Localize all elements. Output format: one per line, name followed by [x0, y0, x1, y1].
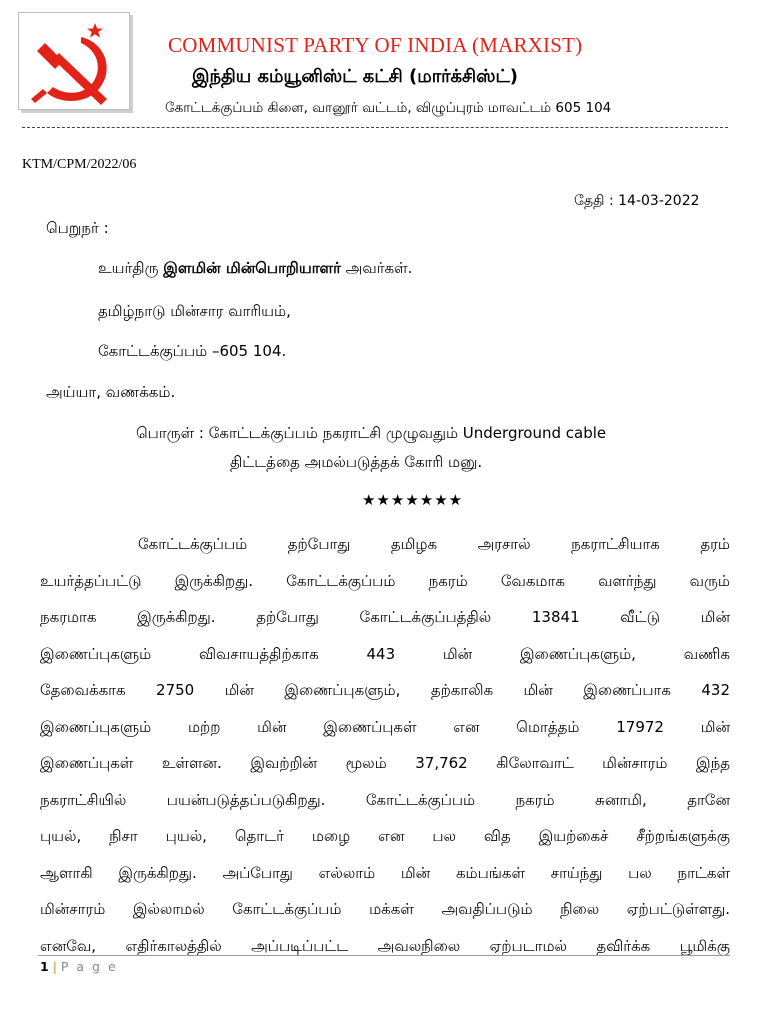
recipient-label: பெறுநர் : — [46, 219, 109, 237]
letterhead-divider — [22, 127, 728, 128]
star-icon — [87, 23, 103, 38]
page-number: 1 — [40, 959, 49, 974]
recipient-organization: தமிழ்நாடு மின்சார வாரியம், — [98, 302, 291, 320]
body-line: எனவே, எதிர்காலத்தில் அப்படிப்பட்ட அவலநிலை ஏற்படாமல் தவிர்க்க பூமிக்கு — [40, 936, 730, 955]
reference-number: KTM/CPM/2022/06 — [22, 157, 137, 172]
body-line: இணைப்புகள் உள்ளன. இவற்றின் மூலம் 37,762 கிலோவாட் மின்சாரம் இந்த — [40, 754, 730, 772]
letter-date: தேதி : 14-03-2022 — [574, 193, 700, 209]
page-label: P a g e — [60, 959, 118, 974]
body-line: உயர்த்தப்பட்டு இருக்கிறது. கோட்டக்குப்பம் நகரம் வேகமாக வளர்ந்து வரும் — [40, 571, 730, 590]
hammer-sickle-icon — [19, 13, 129, 109]
body-line: ஆளாகி இருக்கிறது. அப்போது எல்லாம் மின் கம்பங்கள் சாய்ந்து பல நாட்கள் — [40, 863, 730, 882]
body-line: நகராட்சியில் பயன்படுத்தப்படுகிறது. கோட்டக்குப்பம் நகரம் சுனாமி, தானே — [40, 790, 730, 809]
party-name-english: COMMUNIST PARTY OF INDIA (MARXIST) — [168, 33, 583, 57]
body-line: இணைப்புகளும் மற்ற மின் இணைப்புகள் என மொத்தம் 17972 மின் — [40, 717, 730, 736]
salutation: அய்யா, வணக்கம். — [46, 383, 176, 401]
letterhead-address: கோட்டக்குப்பம் கிளை, வானூர் வட்டம், விழுப்புரம் மாவட்டம் 605 104 — [165, 100, 612, 116]
footer-separator: | — [52, 959, 57, 974]
footer-divider — [38, 955, 730, 956]
body-line: புயல், நிசா புயல், தொடர் மழை என பல வித இயற்கைச் சீற்றங்களுக்கு — [40, 827, 730, 845]
page-footer — [40, 959, 118, 974]
subject-line-1: பொருள் : கோட்டக்குப்பம் நகராட்சி முழுவதும் Underground cable — [136, 424, 607, 442]
body-line: தேவைக்காக 2750 மின் இணைப்புகளும், தற்காலிக மின் இணைப்பாக 432 — [40, 681, 730, 699]
body-line: நகரமாக இருக்கிறது. தற்போது கோட்டக்குப்பத்தில் 13841 வீட்டு மின் — [40, 608, 730, 626]
recipient-name — [98, 259, 412, 279]
recipient-suffix: அவர்கள். — [340, 259, 413, 277]
letter-body — [40, 526, 730, 964]
body-line: கோட்டக்குப்பம் தற்போது தமிழக அரசால் நகராட்சியாக தரம் — [138, 535, 730, 553]
party-name-tamil: இந்திய கம்யூனிஸ்ட் கட்சி (மார்க்சிஸ்ட்) — [192, 66, 519, 87]
recipient-city: கோட்டக்குப்பம் –605 104. — [98, 342, 287, 360]
recipient-title: இளமின் மின்பொறியாளர் — [163, 259, 341, 277]
subject-line-2: திட்டத்தை அமல்படுத்தக் கோரி மனு. — [230, 453, 483, 471]
body-line: இணைப்புகளும் விவசாயத்திற்காக 443 மின் இணைப்புகளும், வணிக — [40, 644, 730, 663]
body-line: மின்சாரம் இல்லாமல் கோட்டக்குப்பம் மக்கள் அவதிப்படும் நிலை ஏற்பட்டுள்ளது. — [40, 900, 730, 918]
star-separator: ★★★★★★★ — [362, 491, 464, 509]
party-logo — [18, 12, 130, 110]
recipient-prefix: உயர்திரு — [98, 259, 164, 277]
